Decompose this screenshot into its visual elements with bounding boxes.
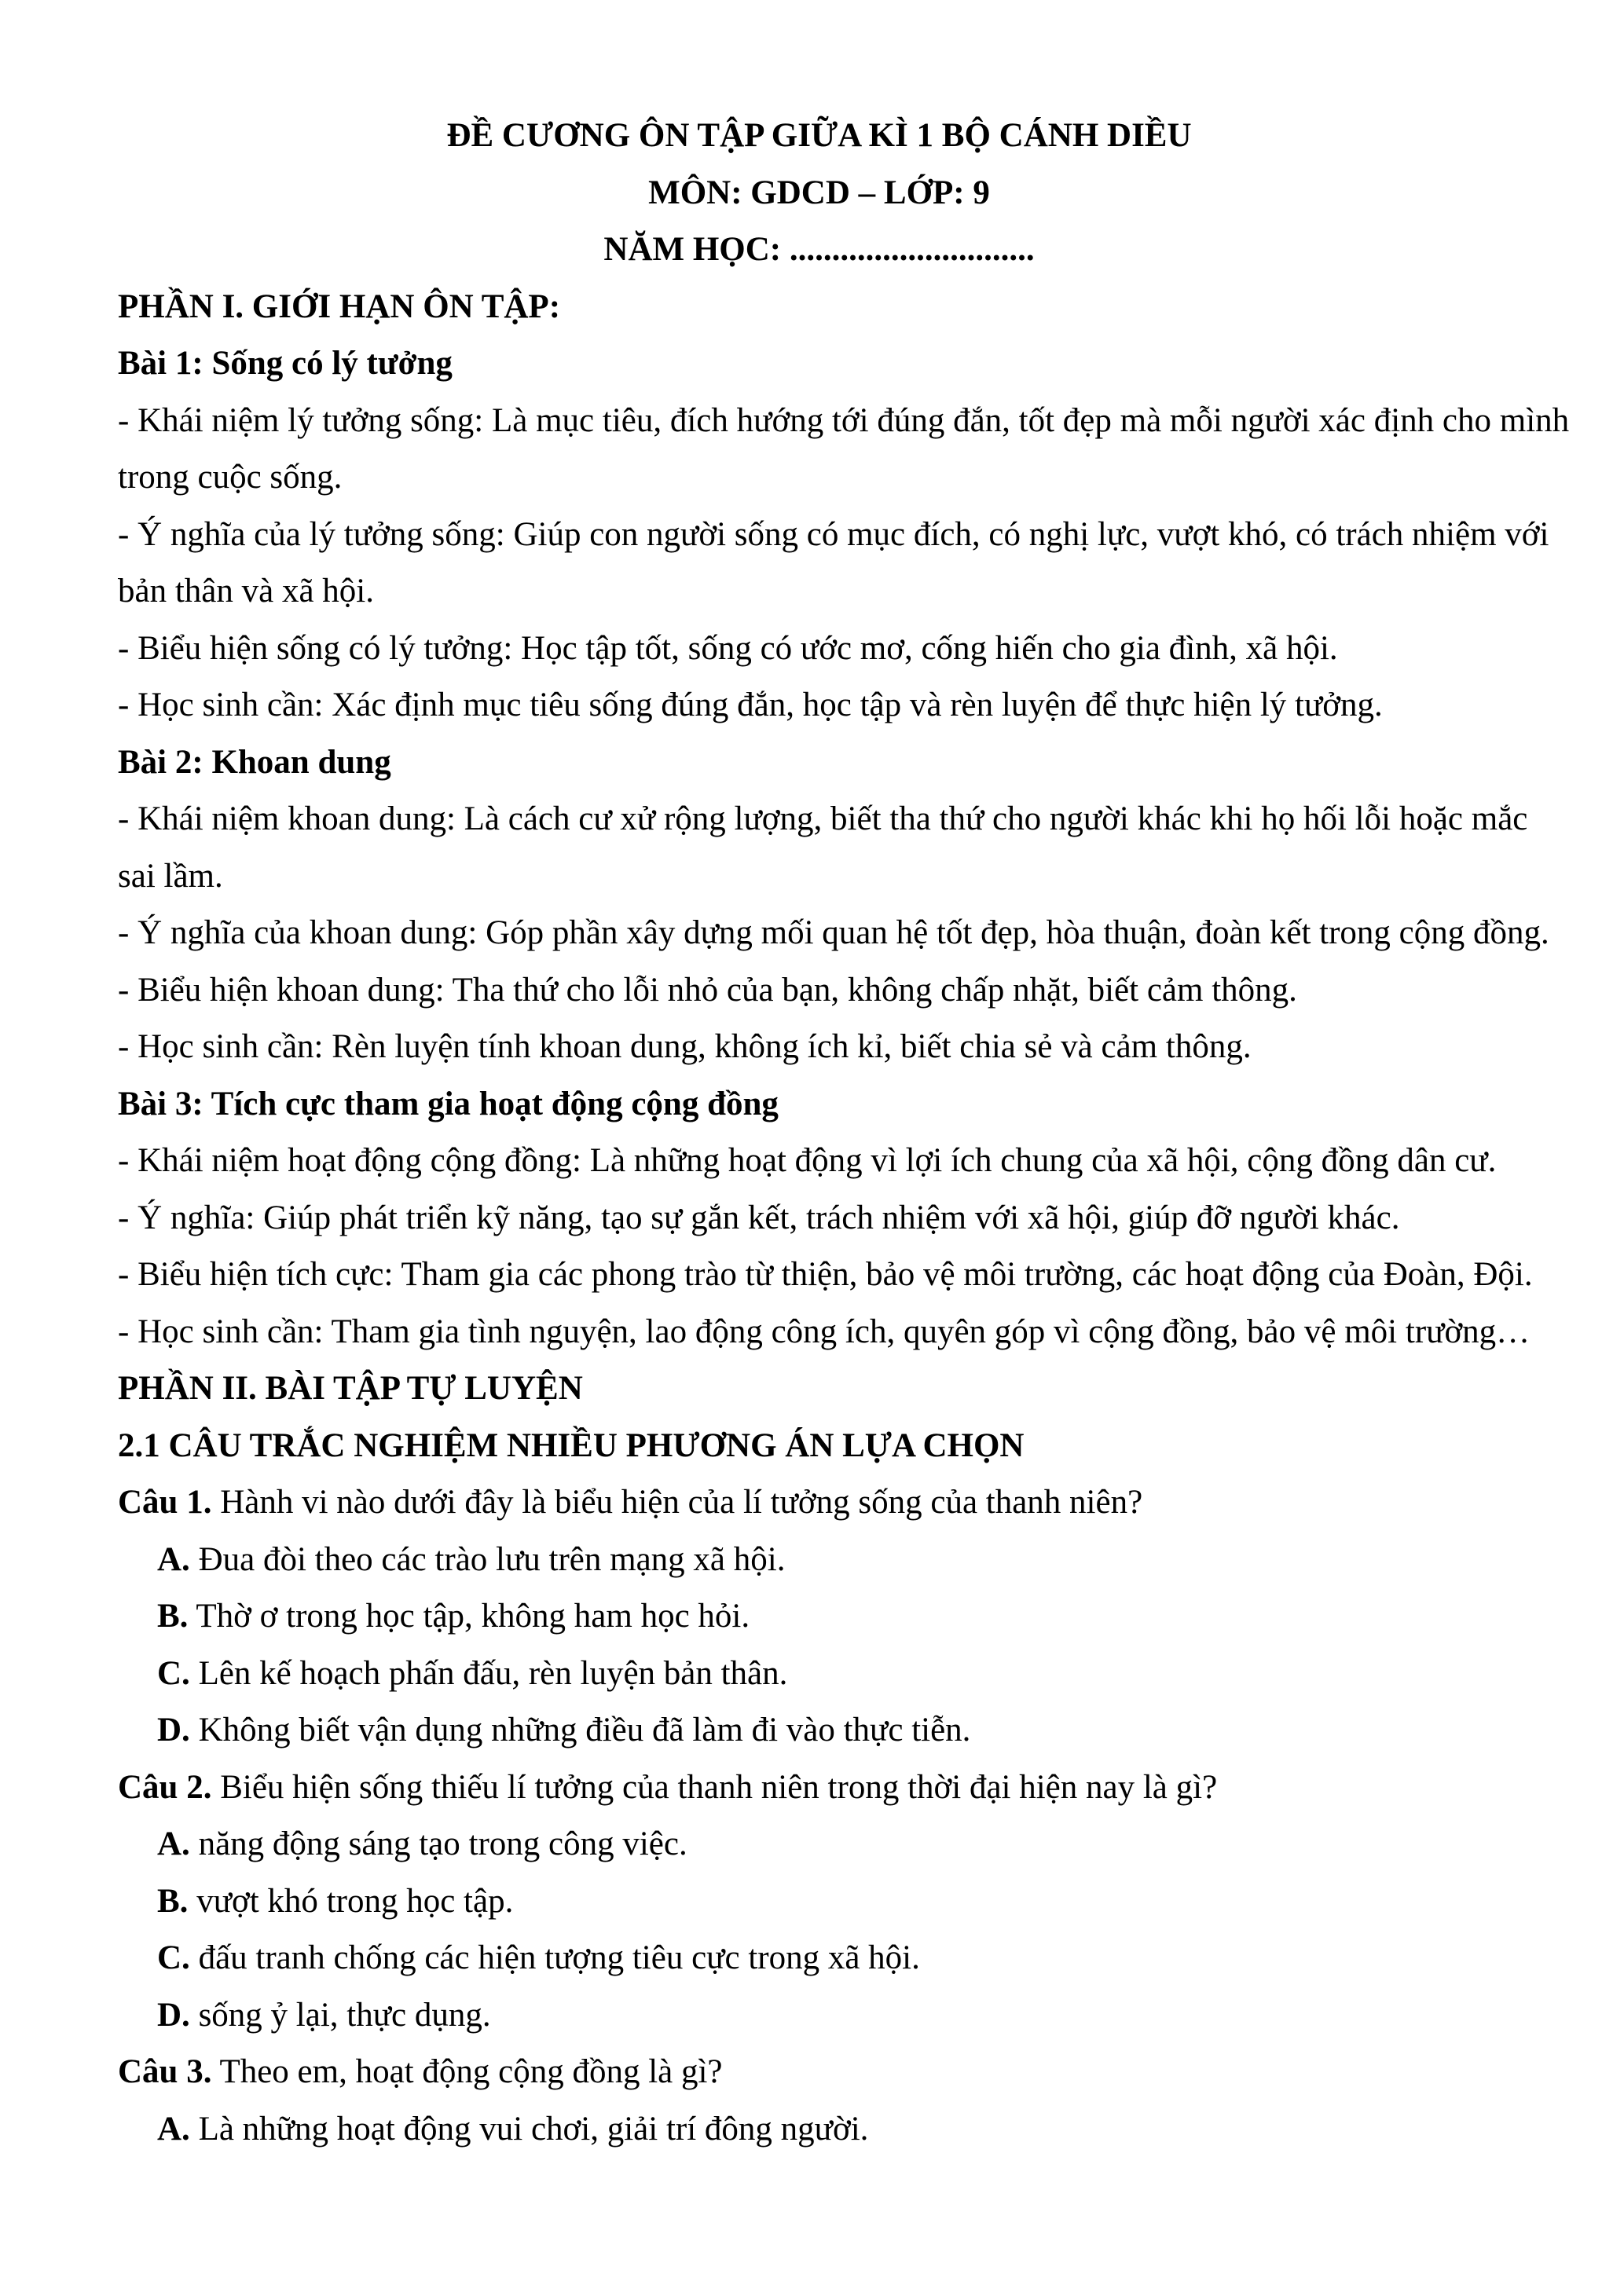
- part1-heading: PHẦN I. GIỚI HẠN ÔN TẬP:: [118, 287, 561, 325]
- part2-heading: PHẦN II. BÀI TẬP TỰ LUYỆN: [118, 1370, 583, 1407]
- option-label: B.: [157, 1598, 189, 1635]
- option-label: A.: [157, 2110, 190, 2148]
- lesson-line: - Học sinh cần: Tham gia tình nguyện, lao động công ích, quyên góp vì cộng đồng, bảo vệ môi trường…: [118, 1313, 1531, 1350]
- lesson-line: - Học sinh cần: Xác định mục tiêu sống đúng đắn, học tập và rèn luyện để thực hiện lý tưởng.: [118, 687, 1383, 723]
- answer-option: [118, 1816, 1520, 1873]
- option-text: Đua đòi theo các trào lưu trên mạng xã hội.: [189, 1540, 786, 1578]
- option-text: Lên kế hoạch phấn đấu, rèn luyện bản thân.: [189, 1654, 788, 1692]
- lesson-title: Bài 3: Tích cực tham gia hoạt động cộng đồng: [118, 1085, 779, 1122]
- question: [118, 1474, 1520, 1532]
- question-label: Câu 3.: [118, 2053, 212, 2090]
- school-year-line: NĂM HỌC: .............................: [603, 231, 1035, 268]
- lesson-line: - Biểu hiện sống có lý tưởng: Học tập tốt, sống có ước mơ, cống hiến cho gia đình, xã hội.: [118, 629, 1338, 667]
- lesson-line: - Biểu hiện khoan dung: Tha thứ cho lỗi nhỏ của bạn, không chấp nhặt, biết cảm thông.: [118, 971, 1297, 1009]
- answer-option: [118, 1987, 1520, 2045]
- option-label: C.: [157, 1654, 190, 1692]
- document-title: ĐỀ CƯƠNG ÔN TẬP GIỮA KÌ 1 BỘ CÁNH DIỀU: [446, 117, 1192, 154]
- answer-option: [118, 1930, 1520, 1987]
- option-label: D.: [157, 1996, 190, 2034]
- question-label: Câu 1.: [118, 1484, 212, 1521]
- question: [118, 2044, 1520, 2101]
- option-label: B.: [157, 1882, 189, 1920]
- question-text: Hành vi nào dưới đây là biểu hiện của lí tưởng sống của thanh niên?: [211, 1484, 1143, 1521]
- lesson-line: sai lầm.: [118, 857, 223, 895]
- option-text: Là những hoạt động vui chơi, giải trí đông người.: [189, 2110, 869, 2148]
- answer-option: [118, 1588, 1520, 1646]
- lesson-line: - Ý nghĩa của lý tưởng sống: Giúp con người sống có mục đích, có nghị lực, vượt khó, có trách nhiệm với: [118, 515, 1549, 553]
- lesson-title: Bài 1: Sống có lý tưởng: [118, 345, 453, 382]
- lesson-line: bản thân và xã hội.: [118, 573, 374, 610]
- option-label: A.: [157, 1540, 190, 1578]
- answer-option: [118, 1702, 1520, 1760]
- multiple-choice-heading: 2.1 CÂU TRẮC NGHIỆM NHIỀU PHƯƠNG ÁN LỰA CHỌN: [118, 1426, 1025, 1464]
- option-text: đấu tranh chống các hiện tượng tiêu cực trong xã hội.: [189, 1939, 920, 1976]
- lesson-line: - Ý nghĩa: Giúp phát triển kỹ năng, tạo sự gắn kết, trách nhiệm với xã hội, giúp đỡ người khác.: [118, 1199, 1400, 1236]
- lesson-line: - Khái niệm lý tưởng sống: Là mục tiêu, đích hướng tới đúng đắn, tốt đẹp mà mỗi người xác định cho mình: [118, 401, 1570, 439]
- answer-option: [118, 2101, 1520, 2159]
- lesson-line: trong cuộc sống.: [118, 459, 343, 496]
- option-text: vượt khó trong học tập.: [188, 1882, 514, 1920]
- answer-option: [118, 1532, 1520, 1589]
- lesson-line: - Khái niệm khoan dung: Là cách cư xử rộng lượng, biết tha thứ cho người khác khi họ hối lỗi hoặc mắc: [118, 800, 1528, 837]
- answer-option: [118, 1873, 1520, 1931]
- option-text: Không biết vận dụng những điều đã làm đi vào thực tiễn.: [189, 1712, 971, 1749]
- question: [118, 1760, 1520, 1817]
- lesson-line: - Khái niệm hoạt động cộng đồng: Là những hoạt động vì lợi ích chung của xã hội, cộng đồng dân cư.: [118, 1142, 1497, 1179]
- lesson-line: - Biểu hiện tích cực: Tham gia các phong trào từ thiện, bảo vệ môi trường, các hoạt động của Đoàn, Đội.: [118, 1256, 1533, 1293]
- lesson-title: Bài 2: Khoan dung: [118, 743, 391, 781]
- question-text: Theo em, hoạt động cộng đồng là gì?: [211, 2053, 723, 2090]
- lesson-line: - Ý nghĩa của khoan dung: Góp phần xây dựng mối quan hệ tốt đẹp, hòa thuận, đoàn kết trong cộng đồng.: [118, 914, 1549, 951]
- lesson-line: - Học sinh cần: Rèn luyện tính khoan dung, không ích kỉ, biết chia sẻ và cảm thông.: [118, 1028, 1252, 1065]
- option-text: sống ỷ lại, thực dụng.: [189, 1996, 491, 2034]
- option-label: C.: [157, 1939, 190, 1976]
- answer-option: [118, 1646, 1520, 1703]
- question-text: Biểu hiện sống thiếu lí tưởng của thanh niên trong thời đại hiện nay là gì?: [211, 1768, 1218, 1806]
- option-text: năng động sáng tạo trong công việc.: [189, 1825, 687, 1862]
- question-label: Câu 2.: [118, 1768, 212, 1806]
- subject-line: MÔN: GDCD – LỚP: 9: [648, 174, 990, 211]
- option-text: Thờ ơ trong học tập, không ham học hỏi.: [188, 1598, 750, 1635]
- document-page: [118, 108, 1570, 2158]
- option-label: D.: [157, 1712, 190, 1749]
- option-label: A.: [157, 1825, 190, 1862]
